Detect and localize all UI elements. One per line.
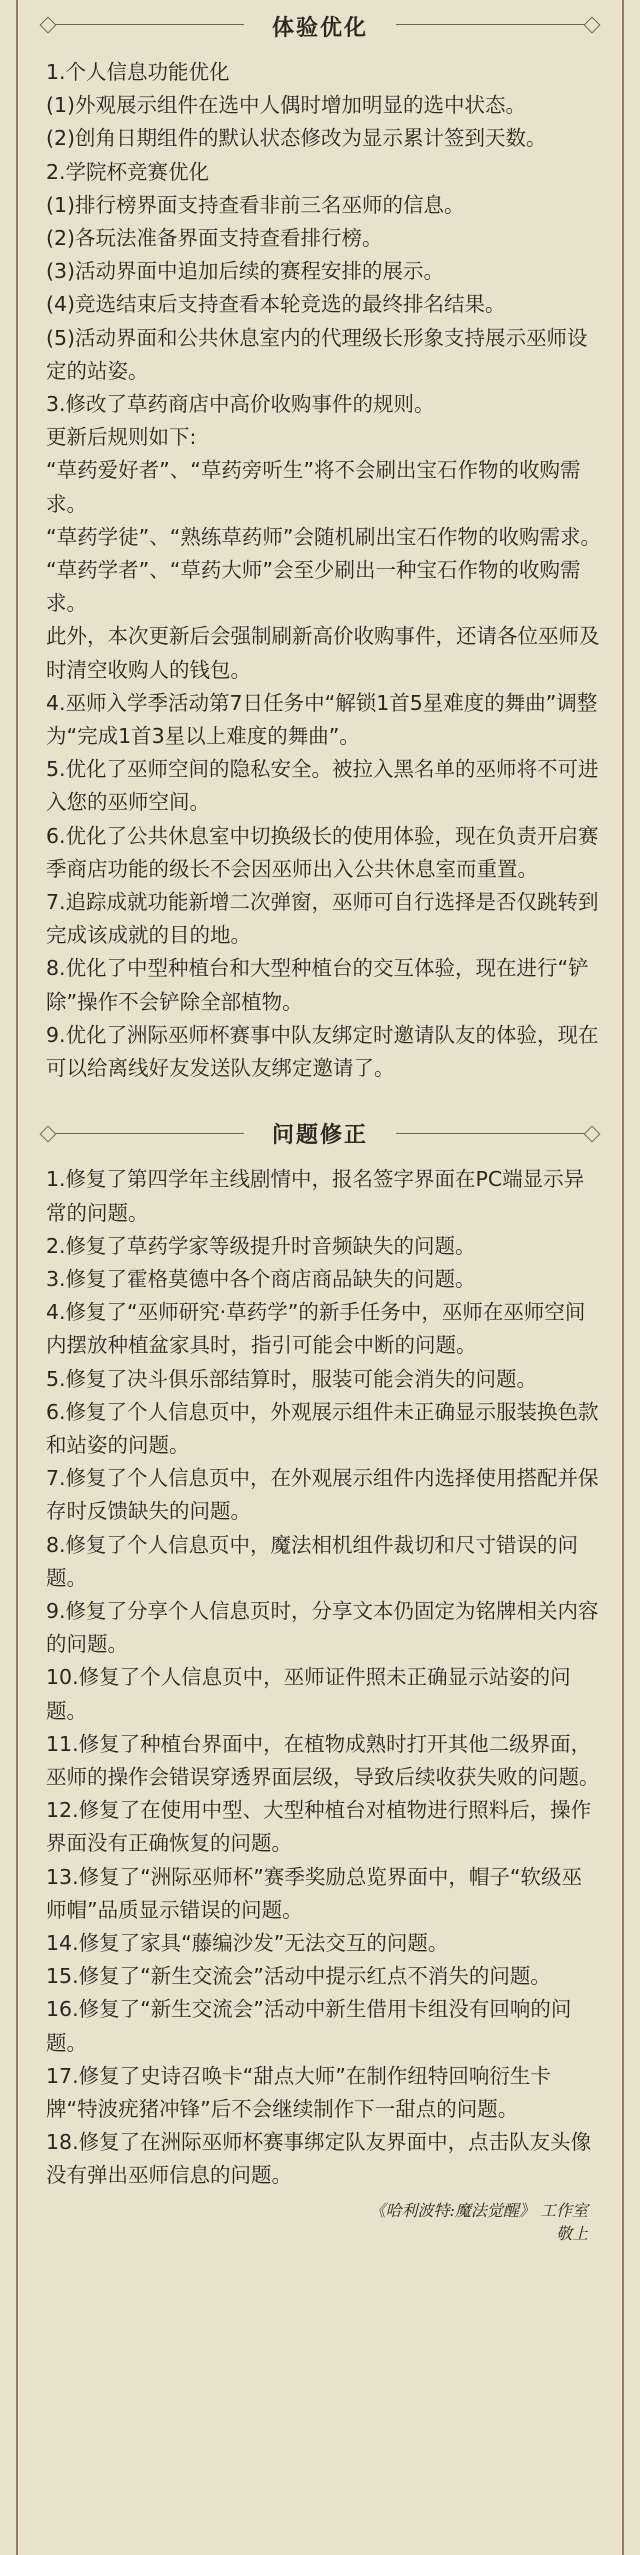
list-item: 16.修复了“新生交流会”活动中新生借用卡组没有回响的问题。 — [46, 1997, 572, 2055]
list-item: 18.修复了在洲际巫师杯赛事绑定队友界面中，点击队友头像没有弹出巫师信息的问题。 — [46, 2130, 592, 2188]
list-item: 15.修复了“新生交流会”活动中提示红点不消失的问题。 — [46, 1964, 551, 1989]
list-item: 8.优化了中型种植台和大型种植台的交互体验，现在进行“铲除”操作不会铲除全部植物。 — [46, 956, 589, 1014]
list-item: (3)活动界面中追加后续的赛程安排的展示。 — [46, 259, 445, 284]
section-title: 体验优化 — [254, 11, 386, 42]
list-item: 更新后规则如下: — [46, 425, 197, 450]
list-item: 17.修复了史诗召唤卡“甜点大师”在制作纽特回响衍生卡牌“特波疣猪冲锋”后不会继续制作下一甜点的问题。 — [46, 2063, 551, 2121]
list-item: 12.修复了在使用中型、大型种植台对植物进行照料后，操作界面没有正确恢复的问题。 — [46, 1798, 592, 1856]
list-item: 5.修复了决斗俱乐部结算时，服装可能会消失的问题。 — [46, 1366, 538, 1391]
diamond-ornament-icon — [584, 1126, 601, 1143]
diamond-ornament-icon — [40, 17, 57, 34]
list-item: (5)活动界面和公共休息室内的代理级长形象支持展示巫师设定的站姿。 — [46, 325, 588, 383]
diamond-ornament-icon — [40, 1126, 57, 1143]
list-item: 6.修复了个人信息页中，外观展示组件未正确显示服装换色款和站姿的问题。 — [46, 1399, 599, 1457]
section-header-optimization — [16, 0, 624, 50]
diamond-ornament-icon — [584, 17, 601, 34]
list-item: 6.优化了公共休息室中切换级长的使用体验，现在负责开启赛季商店功能的级长不会因巫师出入公共休息室而重置。 — [46, 823, 599, 881]
fixes-list — [16, 1157, 624, 2198]
list-item: 13.修复了“洲际巫师杯”赛季奖励总览界面中，帽子“软级巫师帽”品质显示错误的问题。 — [46, 1864, 582, 1922]
list-item: “草药学者”、“草药大师”会至少刷出一种宝石作物的收购需求。 — [46, 558, 581, 616]
list-item: (2)各玩法准备界面支持查看排行榜。 — [46, 226, 383, 251]
list-item: (2)创角日期组件的默认状态修改为显示累计签到天数。 — [46, 126, 547, 151]
header-rule-left — [50, 24, 244, 25]
list-item: 1.个人信息功能优化 — [46, 60, 230, 84]
header-rule-right — [396, 1133, 590, 1134]
list-item: 2.学院杯竞赛优化 — [46, 159, 210, 184]
list-item: (1)外观展示组件在选中人偶时增加明显的选中状态。 — [46, 93, 527, 118]
list-item: 8.修复了个人信息页中，魔法相机组件裁切和尺寸错误的问题。 — [46, 1532, 579, 1590]
list-item: 4.巫师入学季活动第7日任务中“解锁1首5星难度的舞曲”调整为“完成1首3星以上难度的舞曲”。 — [46, 690, 598, 749]
list-item: 5.优化了巫师空间的隐私安全。被拉入黑名单的巫师将不可进入您的巫师空间。 — [46, 757, 599, 815]
list-item: (1)排行榜界面支持查看非前三名巫师的信息。 — [46, 192, 465, 217]
list-item: (4)竞选结束后支持查看本轮竞选的最终排名结果。 — [46, 292, 506, 317]
signature-closing: 敬上 — [555, 2223, 588, 2243]
list-item: 7.追踪成就功能新增二次弹窗，巫师可自行选择是否仅跳转到完成该成就的目的地。 — [46, 890, 599, 948]
list-item: 4.修复了“巫师研究·草药学”的新手任务中，巫师在巫师空间内摆放种植盆家具时，指引可能会中断的问题。 — [46, 1300, 586, 1358]
optimization-list — [16, 50, 624, 1091]
list-item: “草药爱好者”、“草药旁听生”将不会刷出宝石作物的收购需求。 — [46, 458, 581, 516]
section-title: 问题修正 — [254, 1118, 386, 1149]
list-item: 此外，本次更新后会强制刷新高价收购事件，还请各位巫师及时清空收购人的钱包。 — [46, 624, 600, 682]
list-item: 14.修复了家具“藤编沙发”无法交互的问题。 — [46, 1930, 449, 1955]
header-rule-left — [50, 1133, 244, 1134]
list-item: 7.修复了个人信息页中，在外观展示组件内选择使用搭配并保存时反馈缺失的问题。 — [46, 1466, 599, 1524]
list-item: 9.优化了洲际巫师杯赛事中队友绑定时邀请队友的体验，现在可以给离线好友发送队友绑定邀请了。 — [46, 1022, 599, 1081]
list-item: 10.修复了个人信息页中，巫师证件照未正确显示站姿的问题。 — [46, 1665, 571, 1723]
list-item: 3.修复了霍格莫德中各个商店商品缺失的问题。 — [46, 1266, 476, 1291]
section-header-fixes — [16, 1109, 624, 1157]
header-rule-right — [396, 24, 590, 25]
signature — [16, 2199, 624, 2245]
list-item: 2.修复了草药学家等级提升时音频缺失的问题。 — [46, 1233, 476, 1258]
list-item: 3.修改了草药商店中高价收购事件的规则。 — [46, 392, 435, 417]
list-item: 9.修复了分享个人信息页时，分享文本仍固定为铭牌相关内容的问题。 — [46, 1598, 599, 1657]
signature-studio: 《哈利波特:魔法觉醒》 工作室 — [369, 2200, 588, 2220]
list-item: “草药学徒”、“熟练草药师”会随机刷出宝石作物的收购需求。 — [46, 524, 601, 549]
list-item: 1.修复了第四学年主线剧情中，报名签字界面在PC端显示异常的问题。 — [46, 1167, 585, 1225]
list-item: 11.修复了种植台界面中，在植物成熟时打开其他二级界面，巫师的操作会错误穿透界面层级，导致后续收获失败的问题。 — [46, 1731, 600, 1789]
